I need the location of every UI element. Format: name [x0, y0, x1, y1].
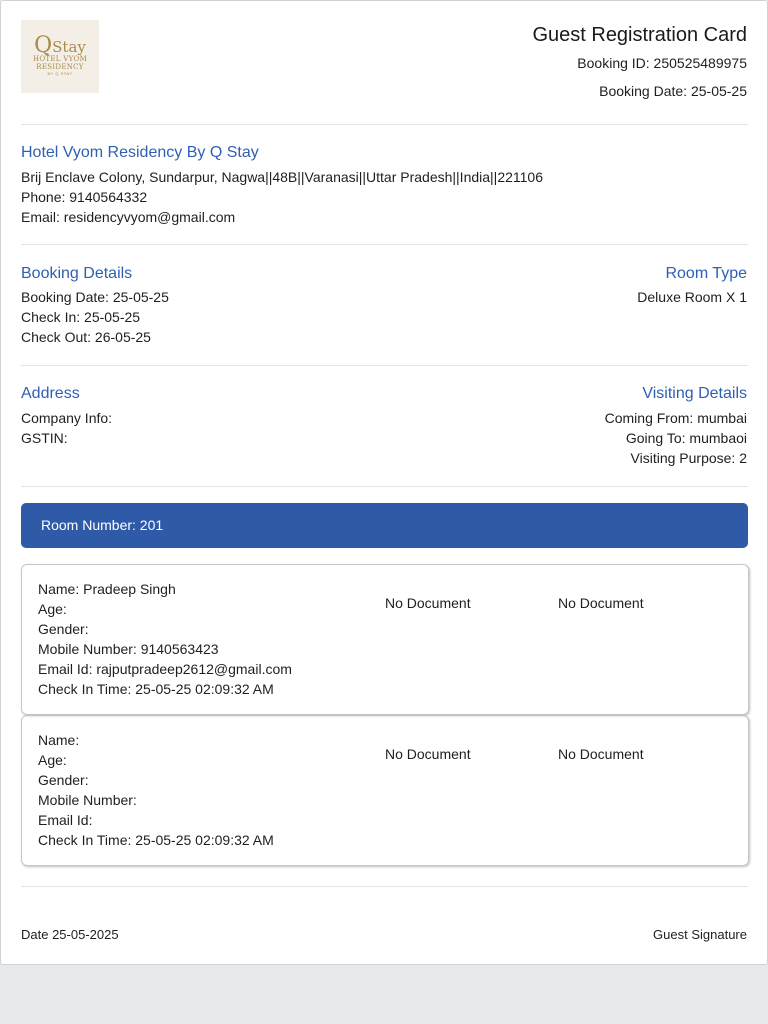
logo-brand: Stay — [52, 37, 86, 56]
gstin: GSTIN: — [21, 430, 68, 446]
logo-line2: RESIDENCY — [36, 62, 84, 71]
visiting-details-heading: Visiting Details — [642, 385, 747, 402]
page-title: Guest Registration Card — [532, 24, 747, 46]
logo-line3: BY Q STAY — [47, 70, 73, 76]
guest-document-1: No Document — [385, 595, 471, 611]
going-to: Going To: mumbaoi — [625, 430, 747, 446]
guest-document-2: No Document — [558, 595, 644, 611]
check-out: Check Out: 26-05-25 — [21, 329, 151, 345]
address-heading: Address — [21, 385, 80, 402]
footer-date: Date 25-05-2025 — [21, 927, 119, 942]
coming-from: Coming From: mumbai — [604, 410, 747, 426]
guest-age: Age: — [38, 601, 67, 617]
room-type-value: Deluxe Room X 1 — [637, 289, 747, 305]
room-number-bar: Room Number: 201 — [21, 503, 748, 548]
booking-details-heading: Booking Details — [21, 265, 133, 282]
check-in: Check In: 25-05-25 — [21, 309, 141, 325]
divider — [21, 124, 748, 125]
header-booking-date: Booking Date: 25-05-25 — [599, 83, 747, 99]
guest-mobile: Mobile Number: — [38, 792, 137, 808]
guest-gender: Gender: — [38, 621, 89, 637]
guest-info — [38, 579, 292, 699]
divider — [21, 486, 748, 487]
guest-document-1: No Document — [385, 746, 471, 762]
guest-name: Name: — [38, 732, 80, 748]
guest-email: Email Id: — [38, 812, 93, 828]
guest-gender: Gender: — [38, 772, 89, 788]
hotel-email: Email: residencyvyom@gmail.com — [21, 209, 236, 225]
guest-checkin: Check In Time: 25-05-25 02:09:32 AM — [38, 681, 274, 697]
hotel-address: Brij Enclave Colony, Sundarpur, Nagwa||48B||Varanasi||Uttar Pradesh||India||221106 — [21, 169, 543, 185]
divider — [21, 244, 748, 245]
guest-card — [21, 564, 749, 715]
room-type-heading: Room Type — [665, 265, 747, 282]
booking-details — [21, 287, 169, 347]
guest-checkin: Check In Time: 25-05-25 02:09:32 AM — [38, 832, 274, 848]
divider — [21, 886, 748, 887]
guest-name: Name: Pradeep Singh — [38, 581, 176, 597]
logo-line1: HOTEL VYOM — [32, 54, 88, 63]
divider — [21, 365, 748, 366]
logo-mark: QStay — [34, 32, 86, 58]
visiting-purpose: Visiting Purpose: 2 — [630, 450, 747, 466]
visiting-details — [605, 408, 747, 468]
guest-age: Age: — [38, 752, 67, 768]
guest-document-2: No Document — [558, 746, 644, 762]
guest-mobile: Mobile Number: 9140563423 — [38, 641, 219, 657]
guest-signature: Guest Signature — [653, 927, 747, 942]
hotel-phone: Phone: 9140564332 — [21, 189, 148, 205]
booking-id: Booking ID: 250525489975 — [577, 55, 747, 71]
company-info: Company Info: — [21, 410, 113, 426]
hotel-name: Hotel Vyom Residency By Q Stay — [21, 144, 259, 161]
guest-email: Email Id: rajputpradeep2612@gmail.com — [38, 661, 292, 677]
guest-card — [21, 715, 749, 866]
hotel-logo — [21, 20, 99, 93]
address-details — [21, 408, 112, 448]
guest-info — [38, 730, 274, 850]
booking-date: Booking Date: 25-05-25 — [21, 289, 169, 305]
hotel-address-block — [21, 167, 543, 227]
